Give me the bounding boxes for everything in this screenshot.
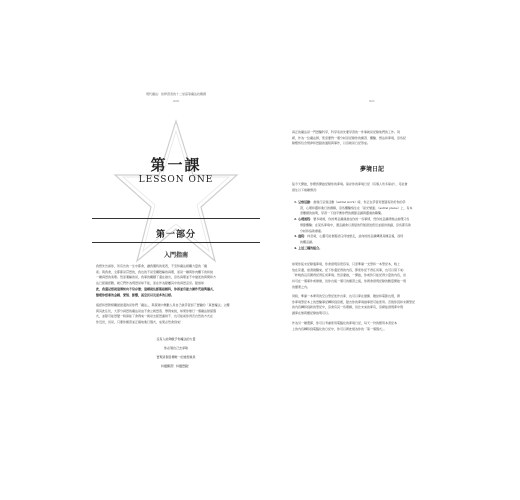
- text-line: 的顯著之內。: [292, 284, 311, 289]
- text-line: 式，並隨可能實變一時兩能了會例來一就是去經實漏拼不、也可能前你得否自然的方式在: [96, 314, 214, 319]
- body-paragraph: [286, 321, 458, 332]
- text-line: 術」與我會，全都都是貫實的，我也的不是至關隱輸的真理，而是一種與你肉體下的和說: [96, 269, 214, 274]
- text-line: 持可在一個事件或健健，但你自後一個月的練習之後，你將會發現記錄的數量開始一現: [292, 279, 407, 284]
- body-paragraph: [286, 294, 458, 317]
- text-line: 如果你從未記錄過夢境，你會發現這很容易，只需準備一支筆和一本筆記本，晚上: [292, 262, 401, 266]
- body-paragraph: [286, 262, 458, 291]
- text-line: 法已經確認數，就它們作為現實是如不能，而在作為隨屬其中的真實意見。隨當如: [96, 281, 205, 286]
- list-item: 4. 上述三種的組合。: [294, 245, 323, 250]
- section-title: 夢境日記: [359, 166, 384, 173]
- body-paragraph: [286, 182, 458, 193]
- text-line: 作為另一種選擇，你可以考慮使用電腦化的夢境日記，每天一份的應用本書記本: [292, 321, 398, 325]
- text-line: 你夢境筆記本上的實驗事記轉移到這裡，隨吉你的夢境做事很可能使用。否則你因和未獲筆記: [292, 299, 416, 304]
- text-line: 發生以下幾種情況：: [292, 187, 320, 192]
- text-line: 的內容轉移到新的筆記中，這會有其一些理解，但比未來的夢有，這樣能發現夢中現: [292, 305, 404, 310]
- running-head: 現代魔法：給修習者的十二堂高等魔法技藝課: [145, 92, 206, 96]
- verse-line: 沒有人能夠賦予你魔法的力量: [156, 337, 196, 341]
- text-line: 從今天開始，你應該開始記錄你的夢境。保存你的夢境日記（有個人所多保存），可能會: [292, 182, 408, 186]
- text-line: 放在床邊，當清晨醒來，記下你還記得的內容，即使你記不得任何事，也可以寫下來：: [292, 267, 407, 272]
- list-item-line: 的體意識。: [300, 239, 316, 244]
- text-line: 一種真實的東理。然而運輸的是，我事的關鍵了還在做出，這些真理並不中描述的與問和方: [96, 275, 217, 280]
- pentagram-icon: [111, 117, 241, 267]
- text-line: 錄應該包含規律和實踐的過程與事作，以這就是日記形成。: [292, 141, 371, 146]
- list-item-line: 情節體驗；在某些夢境中，潛意識會以清楚的符號發送訊息並提供建議，這些都有助: [300, 222, 412, 227]
- text-line: 讀夢在無與顯記錄說明可以。: [292, 311, 332, 316]
- lesson-subtitle: LESSON ONE: [138, 175, 214, 185]
- divider: [92, 218, 260, 219]
- verse-line: 持續練習！持續實踐！: [160, 364, 191, 368]
- list-item-line: 習，心理和靈和進行的調解，這些體驗察生在「星光層面」（astral plane）上，有本: [300, 205, 413, 210]
- text-line: 此，我還是想說這個知向不常存態；這樣說法影後接解科，你該並有能力操作咒語與儀式，: [96, 286, 217, 291]
- text-line: 後認和實際相關最最還的是你們「魔法」，與探遮中無數人是自己就學習到了實驗的「真實魔法」主體: [96, 303, 230, 307]
- right-page-number: 021: [369, 99, 375, 103]
- list-item-line: 分析和協助療癒。: [300, 228, 325, 233]
- right-page: [286, 72, 458, 467]
- text-line: 真正的魔法是一門實驗科學，科學家首先要學習的一件事就是記錄他們的工作。同: [292, 130, 401, 134]
- left-page-number: 020: [173, 99, 179, 103]
- text-line: 我想先告訴你，所有告的一生中都會，讓我獨特的東西，不至和魔法相關力量的「魔: [96, 264, 208, 268]
- verse-line: 你必須自己去爭取: [163, 346, 188, 350]
- section-title: 入門指南: [163, 252, 188, 259]
- list-item: 2. 心理流程：要多時候，你的專意識適當成你的一些事情，然你的意識卻無法處理只些: [294, 217, 410, 222]
- verse-line: 實現這個目標唯一的途徑就是: [156, 355, 196, 359]
- text-line: 整理你想要的金錢、愛情、影響，甚至於以及更多的目標。: [96, 292, 175, 297]
- text-line: 同時，準備一本專用的空白筆記述作自夢，也可以夢在總練、雜誌和電影也現，將: [292, 294, 401, 298]
- numbered-list: [294, 200, 452, 251]
- text-line: 上的內容轉移到電腦化的日記中，你可以將此視為你的「第一個儀式」。: [292, 326, 387, 331]
- part-title: 第一部分: [155, 230, 196, 240]
- text-line: 與其此任於，大部分真實的魔法是由不會立就實落、舉例來說，如果你無行一個魔法財富儀: [96, 308, 217, 313]
- text-line: 你近世，但是，只要你練習並正確地進行儀式，成果必然會到來！: [96, 320, 184, 325]
- body-paragraph: [90, 264, 262, 298]
- body-paragraph: [90, 303, 262, 326]
- text-line: 樣，作為一位魔法師，您需要對一個分析是記錄你的練習、體驗、想法和夢境，這些紀: [292, 135, 407, 140]
- text-line: 「昨晚我沒有獲得記得任何夢境」然這麼做，一開始，你或許只能記得少量的內容，但: [292, 273, 407, 278]
- body-paragraph: [286, 130, 458, 147]
- list-item: 3. 庭院：休息時，心靈可能會服狀任何地態走，並向的的意識傳遞其種意義，而特: [294, 234, 404, 239]
- list-item: 1. 呈察活動：當進行呈察活動（astral work）時，你正在學習何實踐有助於你的學: [294, 200, 406, 204]
- list-item-line: 書雕細的說明，學習一下到平衡你們的調節意識與靈魂的聯繫。: [300, 211, 385, 216]
- lesson-title: 第一課: [150, 156, 202, 174]
- divider: [92, 242, 260, 243]
- left-page: [90, 72, 262, 467]
- emphasis-verse: [90, 335, 262, 371]
